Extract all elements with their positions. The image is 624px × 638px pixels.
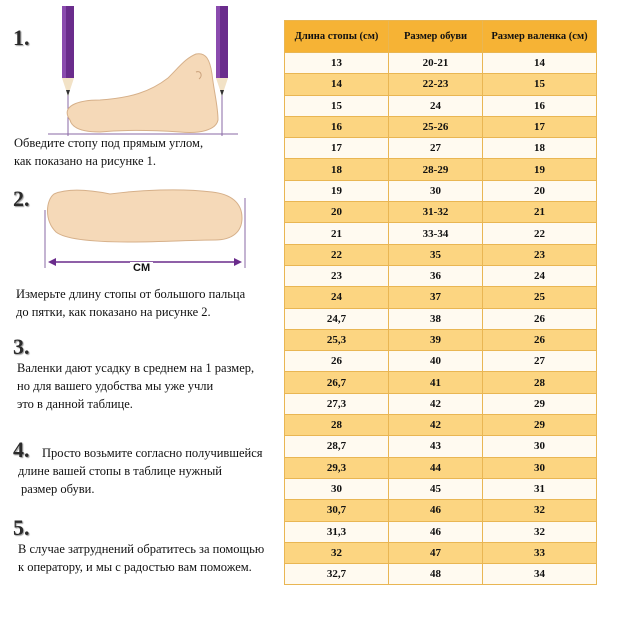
cell-foot-length: 22 bbox=[285, 244, 389, 265]
cell-shoe-size: 28-29 bbox=[389, 159, 483, 180]
cell-shoe-size: 46 bbox=[389, 500, 483, 521]
table-row bbox=[285, 521, 597, 542]
cell-shoe-size: 22-23 bbox=[389, 74, 483, 95]
cell-shoe-size: 31-32 bbox=[389, 202, 483, 223]
table-row bbox=[285, 415, 597, 436]
cell-shoe-size: 38 bbox=[389, 308, 483, 329]
measure-label: CM bbox=[130, 262, 153, 274]
table-row bbox=[285, 265, 597, 286]
cell-valenok-size: 27 bbox=[483, 351, 597, 372]
table-row bbox=[285, 138, 597, 159]
cell-valenok-size: 16 bbox=[483, 95, 597, 116]
cell-foot-length: 31,3 bbox=[285, 521, 389, 542]
foot-top-illustration bbox=[0, 180, 260, 265]
table-row bbox=[285, 159, 597, 180]
cell-foot-length: 18 bbox=[285, 159, 389, 180]
cell-shoe-size: 45 bbox=[389, 478, 483, 499]
cell-shoe-size: 37 bbox=[389, 287, 483, 308]
cell-valenok-size: 20 bbox=[483, 180, 597, 201]
cell-valenok-size: 21 bbox=[483, 202, 597, 223]
cell-shoe-size: 48 bbox=[389, 564, 483, 585]
cell-shoe-size: 33-34 bbox=[389, 223, 483, 244]
cell-valenok-size: 30 bbox=[483, 436, 597, 457]
table-header-row bbox=[285, 21, 597, 53]
table-row bbox=[285, 478, 597, 499]
cell-valenok-size: 19 bbox=[483, 159, 597, 180]
cell-shoe-size: 27 bbox=[389, 138, 483, 159]
cell-foot-length: 30 bbox=[285, 478, 389, 499]
pencil-icon-right bbox=[216, 6, 228, 96]
cell-shoe-size: 39 bbox=[389, 329, 483, 350]
table-body bbox=[285, 53, 597, 585]
cell-valenok-size: 29 bbox=[483, 415, 597, 436]
step-5-text: В случае затруднений обратитесь за помощью к оператору, и мы с радостью вам поможем. bbox=[18, 542, 265, 574]
table-row bbox=[285, 393, 597, 414]
step-4-inline-text: Просто возьмите согласно получившейся bbox=[42, 446, 263, 460]
step-2-number: 2. bbox=[13, 186, 30, 211]
size-chart-table bbox=[284, 20, 597, 585]
cell-shoe-size: 44 bbox=[389, 457, 483, 478]
step-3-text: Валенки дают усадку в среднем на 1 размер, но для вашего удобства мы уже учли это в данной таблице. bbox=[17, 361, 255, 411]
cell-shoe-size: 42 bbox=[389, 415, 483, 436]
cell-shoe-size: 36 bbox=[389, 265, 483, 286]
cell-foot-length: 21 bbox=[285, 223, 389, 244]
cell-foot-length: 32 bbox=[285, 542, 389, 563]
cell-shoe-size: 30 bbox=[389, 180, 483, 201]
cell-shoe-size: 20-21 bbox=[389, 53, 483, 74]
cell-foot-length: 27,3 bbox=[285, 393, 389, 414]
cell-valenok-size: 26 bbox=[483, 329, 597, 350]
cell-valenok-size: 18 bbox=[483, 138, 597, 159]
step-4-text: длине вашей стопы в таблице нужный размер обуви. bbox=[18, 464, 222, 496]
cell-valenok-size: 30 bbox=[483, 457, 597, 478]
cell-shoe-size: 43 bbox=[389, 436, 483, 457]
table-row bbox=[285, 202, 597, 223]
table-row bbox=[285, 180, 597, 201]
cell-valenok-size: 32 bbox=[483, 521, 597, 542]
cell-foot-length: 26,7 bbox=[285, 372, 389, 393]
table-row bbox=[285, 457, 597, 478]
pencil-icon-left bbox=[62, 6, 74, 96]
step-2-text: Измерьте длину стопы от большого пальца до пятки, как показано на рисунке 2. bbox=[16, 287, 246, 319]
cell-foot-length: 13 bbox=[285, 53, 389, 74]
table-row bbox=[285, 308, 597, 329]
cell-foot-length: 28,7 bbox=[285, 436, 389, 457]
cell-foot-length: 24,7 bbox=[285, 308, 389, 329]
table-row bbox=[285, 244, 597, 265]
header-shoe-size: Размер обуви bbox=[389, 21, 483, 53]
cell-shoe-size: 41 bbox=[389, 372, 483, 393]
cell-valenok-size: 31 bbox=[483, 478, 597, 499]
cell-shoe-size: 25-26 bbox=[389, 116, 483, 137]
cell-foot-length: 19 bbox=[285, 180, 389, 201]
table-row bbox=[285, 436, 597, 457]
cell-valenok-size: 28 bbox=[483, 372, 597, 393]
cell-foot-length: 32,7 bbox=[285, 564, 389, 585]
cell-foot-length: 24 bbox=[285, 287, 389, 308]
cell-valenok-size: 14 bbox=[483, 53, 597, 74]
cell-foot-length: 29,3 bbox=[285, 457, 389, 478]
cell-valenok-size: 23 bbox=[483, 244, 597, 265]
table-row bbox=[285, 329, 597, 350]
header-foot-length: Длина стопы (см) bbox=[285, 21, 389, 53]
cell-foot-length: 28 bbox=[285, 415, 389, 436]
step-1-text: Обведите стопу под прямым углом, как показано на рисунке 1. bbox=[14, 136, 204, 168]
table-row bbox=[285, 95, 597, 116]
step-5-number: 5. bbox=[13, 515, 30, 540]
cell-shoe-size: 47 bbox=[389, 542, 483, 563]
cell-valenok-size: 34 bbox=[483, 564, 597, 585]
cell-foot-length: 23 bbox=[285, 265, 389, 286]
table-row bbox=[285, 372, 597, 393]
cell-valenok-size: 26 bbox=[483, 308, 597, 329]
foot-side-illustration bbox=[0, 0, 240, 140]
cell-shoe-size: 35 bbox=[389, 244, 483, 265]
cell-foot-length: 14 bbox=[285, 74, 389, 95]
cell-valenok-size: 25 bbox=[483, 287, 597, 308]
cell-shoe-size: 42 bbox=[389, 393, 483, 414]
cell-shoe-size: 46 bbox=[389, 521, 483, 542]
table-row bbox=[285, 542, 597, 563]
table-row bbox=[285, 116, 597, 137]
step-4-number: 4. bbox=[13, 437, 30, 462]
cell-valenok-size: 33 bbox=[483, 542, 597, 563]
table-row bbox=[285, 223, 597, 244]
cell-foot-length: 20 bbox=[285, 202, 389, 223]
table-row bbox=[285, 351, 597, 372]
cell-foot-length: 17 bbox=[285, 138, 389, 159]
cell-foot-length: 15 bbox=[285, 95, 389, 116]
cell-valenok-size: 24 bbox=[483, 265, 597, 286]
cell-foot-length: 26 bbox=[285, 351, 389, 372]
table-row bbox=[285, 564, 597, 585]
table-row bbox=[285, 500, 597, 521]
cell-foot-length: 16 bbox=[285, 116, 389, 137]
cell-foot-length: 30,7 bbox=[285, 500, 389, 521]
cell-valenok-size: 17 bbox=[483, 116, 597, 137]
table-row bbox=[285, 53, 597, 74]
table-row bbox=[285, 287, 597, 308]
cell-shoe-size: 24 bbox=[389, 95, 483, 116]
step-3-number: 3. bbox=[13, 334, 30, 359]
cell-foot-length: 25,3 bbox=[285, 329, 389, 350]
table-row bbox=[285, 74, 597, 95]
cell-valenok-size: 15 bbox=[483, 74, 597, 95]
header-valenok-size: Размер валенка (см) bbox=[483, 21, 597, 53]
step-1-number: 1. bbox=[13, 25, 30, 50]
cell-shoe-size: 40 bbox=[389, 351, 483, 372]
cell-valenok-size: 22 bbox=[483, 223, 597, 244]
cell-valenok-size: 32 bbox=[483, 500, 597, 521]
cell-valenok-size: 29 bbox=[483, 393, 597, 414]
